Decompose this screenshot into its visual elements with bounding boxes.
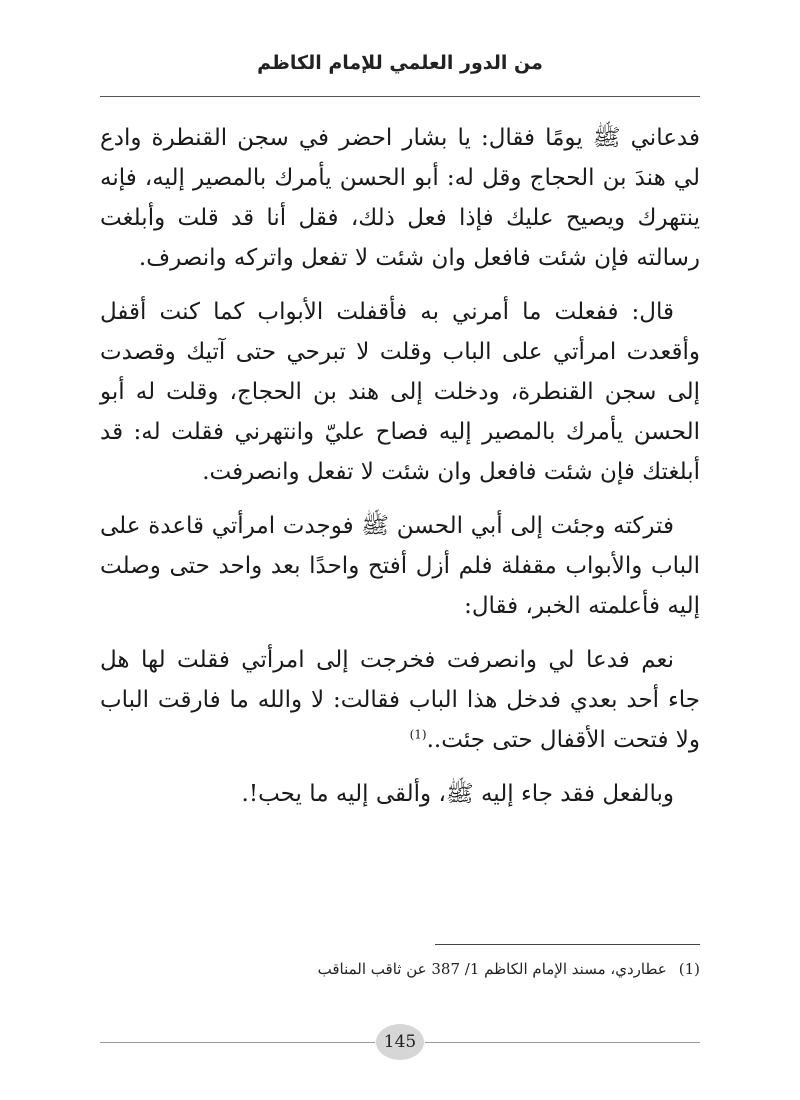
- footnote-divider: [435, 944, 700, 945]
- footnote-number: (1): [678, 960, 700, 978]
- page-number-badge: 145: [376, 1024, 424, 1060]
- paragraph-5: وبالفعل فقد جاء إليه ﷺ، وألقى إليه ما يحب!.: [241, 781, 674, 807]
- footnote-reference[interactable]: (1): [409, 727, 427, 742]
- footnote-text: عطاردي، مسند الإمام الكاظم 1/ 387 عن ثاقب المناقب: [317, 960, 667, 978]
- running-header-title: من الدور العلمي للإمام الكاظم: [257, 52, 543, 74]
- header-divider: [100, 96, 700, 97]
- paragraph-4: [100, 640, 700, 760]
- paragraph-1: فدعاني ﷺ يومًا فقال: يا بشار احضر في سجن القنطرة وادع لي هندَ بن الحجاج وقل له: أبو الحسن يأمرك بالمصير إليه، فإنه ينتهرك ويصيح عليك فإذا فعل ذلك، فقل أنا قد قلت وأبلغت رسالته فإن شئت فافعل وان شئت لا تفعل واتركه وانصرف.: [100, 125, 700, 271]
- footer-rule-right: [425, 1042, 700, 1043]
- paragraph-2: قال: ففعلت ما أمرني به فأقفلت الأبواب كما كنت أقفل وأقعدت امرأتي على الباب وقلت لا تبرحي حتى آتيك وقصدت إلى سجن القنطرة، ودخلت إلى هند بن الحجاج، وقلت له أبو الحسن يأمرك بالمصير إليه فصاح عليّ وانتهرني فقلت له: قد أبلغتك فإن شئت فافعل وان شئت لا تفعل وانصرفت.: [100, 299, 700, 485]
- paragraph-4-text: نعم فدعا لي وانصرفت فخرجت إلى امرأتي فقلت لها هل جاء أحد بعدي فدخل هذا الباب فقالت: لا والله ما فارقت الباب ولا فتحت الأقفال حتى جئت..: [100, 647, 700, 753]
- footnote: [100, 958, 700, 980]
- main-text: [100, 118, 700, 828]
- footer-rule-left: [100, 1042, 375, 1043]
- paragraph-3: فتركته وجئت إلى أبي الحسن ﷺ فوجدت امرأتي قاعدة على الباب والأبواب مقفلة فلم أزل أفتح واحدًا بعد واحد حتى وصلت إليه فأعلمته الخبر، فقال:: [100, 513, 700, 619]
